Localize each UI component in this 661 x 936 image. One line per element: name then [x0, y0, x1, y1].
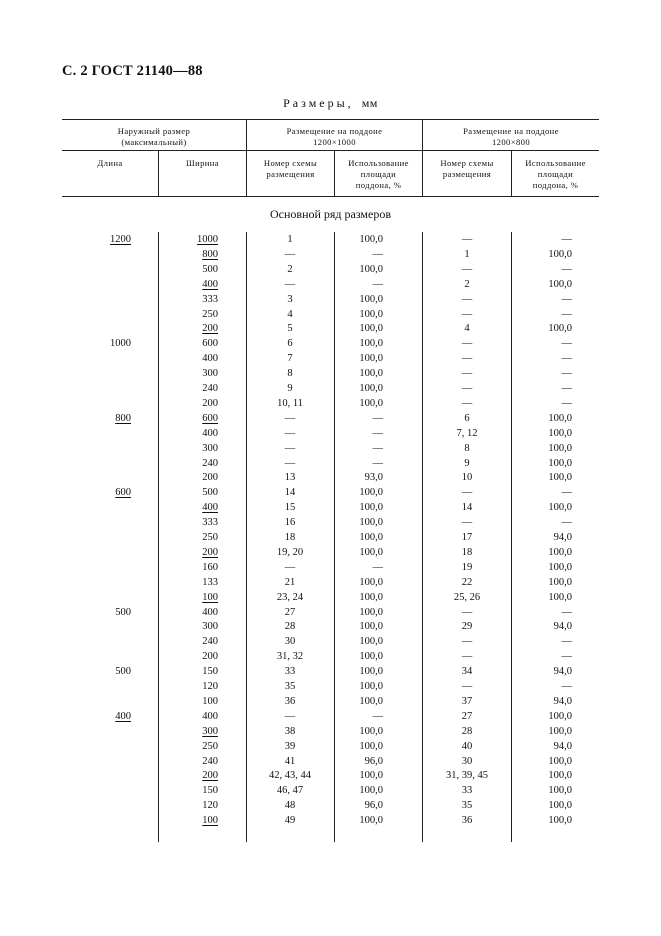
- section-title: Основной ряд размеров: [269, 207, 392, 221]
- cell-usage-2: 94,0: [553, 532, 572, 543]
- cell-scheme-2: —: [461, 338, 473, 350]
- table-row: [0, 336, 661, 351]
- cell-usage-2: 100,0: [548, 472, 572, 484]
- table-row: [0, 619, 661, 634]
- cell-usage-2: 100,0: [548, 561, 572, 573]
- cell-usage-1: 96,0: [364, 755, 383, 767]
- cell-usage-2: 100,0: [548, 442, 572, 454]
- table-row: [0, 664, 661, 679]
- cell-usage-1: 100,0: [359, 293, 383, 305]
- cell-usage-1: 100,0: [359, 502, 383, 514]
- cell-width: 240: [202, 755, 218, 767]
- cell-width: 300: [202, 621, 218, 633]
- cell-length: 800: [115, 412, 131, 424]
- cell-usage-1: 100,0: [359, 636, 383, 648]
- cell-scheme-2: 37: [461, 695, 473, 707]
- cell-scheme-2: 33: [461, 785, 473, 797]
- cell-width: 400: [202, 710, 218, 722]
- cell-usage-1: 100,0: [359, 681, 383, 692]
- cell-scheme-2: 8: [464, 442, 470, 454]
- cell-scheme-1: 46, 47: [276, 785, 304, 797]
- header-length: Длина: [97, 158, 123, 168]
- cell-usage-2: 94,0: [553, 695, 572, 707]
- cell-scheme-1: 6: [287, 338, 293, 350]
- cell-usage-1: 100,0: [359, 532, 383, 543]
- cell-scheme-1: 28: [284, 621, 296, 633]
- table-row: [0, 232, 661, 247]
- cell-width: 300: [202, 725, 218, 737]
- cell-width: 120: [202, 681, 218, 692]
- cell-usage-2: 100,0: [548, 725, 572, 737]
- cell-scheme-1: 1: [287, 234, 293, 245]
- header-width: Ширина: [186, 158, 219, 168]
- cell-usage-1: 100,0: [359, 591, 383, 603]
- table-row: [0, 262, 661, 277]
- header-scheme-no-1: Номер схемы размещения: [263, 158, 318, 179]
- cell-usage-1: 100,0: [359, 234, 383, 245]
- header-usage-2: Использование площади поддона, %: [525, 158, 586, 190]
- cell-length: 1000: [110, 338, 131, 350]
- cell-scheme-1: 31, 32: [276, 651, 304, 663]
- cell-scheme-2: 4: [464, 323, 470, 335]
- cell-width: 240: [202, 457, 218, 469]
- cell-scheme-2: —: [461, 636, 473, 648]
- table-row: [0, 485, 661, 500]
- table-row: [0, 500, 661, 515]
- cell-width: 800: [202, 248, 218, 260]
- table-row: [0, 411, 661, 426]
- cell-scheme-1: —: [284, 710, 296, 722]
- cell-scheme-2: —: [461, 397, 473, 409]
- table-row: [0, 456, 661, 471]
- table-row: [0, 783, 661, 798]
- cell-usage-1: 96,0: [364, 800, 383, 812]
- table-row: [0, 351, 661, 366]
- cell-scheme-2: 10: [461, 472, 473, 484]
- cell-width: 150: [202, 785, 218, 797]
- cell-usage-2: 100,0: [548, 323, 572, 335]
- cell-width: 200: [202, 651, 218, 663]
- cell-usage-2: 100,0: [548, 248, 572, 260]
- cell-scheme-2: —: [461, 383, 473, 394]
- cell-usage-2: 100,0: [548, 546, 572, 558]
- cell-scheme-2: —: [461, 606, 473, 618]
- cell-width: 1000: [197, 234, 218, 245]
- cell-width: 100: [202, 695, 218, 707]
- table-row: [0, 292, 661, 307]
- cell-scheme-1: 15: [284, 502, 296, 514]
- cell-usage-2: 100,0: [548, 815, 572, 827]
- cell-width: 200: [202, 546, 218, 558]
- cell-scheme-1: 14: [284, 487, 296, 499]
- cell-scheme-2: 1: [464, 248, 470, 260]
- cell-usage-1: —: [372, 457, 383, 469]
- cell-scheme-1: 30: [284, 636, 296, 648]
- cell-scheme-2: 6: [464, 412, 470, 424]
- cell-usage-2: —: [561, 368, 572, 380]
- cell-usage-1: 100,0: [359, 606, 383, 618]
- cell-scheme-1: 5: [287, 323, 293, 335]
- cell-usage-2: 100,0: [548, 278, 572, 290]
- table-row: [0, 634, 661, 649]
- cell-width: 600: [202, 338, 218, 350]
- cell-scheme-1: 48: [284, 800, 296, 812]
- cell-usage-1: —: [372, 442, 383, 454]
- cell-scheme-1: 38: [284, 725, 296, 737]
- cell-usage-1: 100,0: [359, 383, 383, 394]
- table-row: [0, 605, 661, 620]
- cell-scheme-2: 36: [461, 815, 473, 827]
- cell-width: 400: [202, 502, 218, 514]
- cell-length: 1200: [110, 234, 131, 245]
- cell-scheme-2: 18: [461, 546, 473, 558]
- cell-scheme-1: 35: [284, 681, 296, 692]
- table-row: [0, 724, 661, 739]
- cell-width: 100: [202, 591, 218, 603]
- cell-length: 400: [115, 710, 131, 722]
- cell-usage-1: 100,0: [359, 338, 383, 350]
- cell-width: 300: [202, 368, 218, 380]
- cell-usage-2: —: [561, 293, 572, 305]
- cell-usage-2: —: [561, 308, 572, 320]
- cell-width: 200: [202, 323, 218, 335]
- cell-usage-1: 100,0: [359, 815, 383, 827]
- cell-scheme-1: 19, 20: [276, 546, 304, 558]
- cell-usage-1: —: [372, 710, 383, 722]
- cell-length: 500: [115, 606, 131, 618]
- cell-scheme-1: 42, 43, 44: [269, 770, 311, 782]
- cell-scheme-2: 31, 39, 45: [446, 770, 488, 782]
- table-row: [0, 277, 661, 292]
- cell-scheme-2: —: [461, 293, 473, 305]
- cell-width: 400: [202, 353, 218, 365]
- header-outer-size: Наружный размер (максимальный): [117, 126, 191, 147]
- cell-scheme-2: 29: [461, 621, 473, 633]
- cell-scheme-1: —: [284, 457, 296, 469]
- cell-usage-2: 94,0: [553, 666, 572, 678]
- cell-scheme-2: 25, 26: [453, 591, 481, 603]
- cell-scheme-2: —: [461, 308, 473, 320]
- cell-scheme-2: —: [461, 517, 473, 529]
- cell-scheme-1: 4: [287, 308, 293, 320]
- cell-usage-1: 100,0: [359, 621, 383, 633]
- cell-usage-1: —: [372, 278, 383, 290]
- cell-scheme-1: —: [284, 427, 296, 439]
- cell-scheme-2: —: [461, 681, 473, 692]
- cell-scheme-1: 9: [287, 383, 293, 394]
- header-scheme-no-2: Номер схемы размещения: [440, 158, 494, 179]
- cell-usage-1: 100,0: [359, 785, 383, 797]
- cell-width: 200: [202, 472, 218, 484]
- cell-usage-2: —: [561, 517, 572, 529]
- cell-width: 500: [202, 487, 218, 499]
- cell-width: 600: [202, 412, 218, 424]
- cell-scheme-2: 2: [464, 278, 470, 290]
- cell-width: 120: [202, 800, 218, 812]
- cell-width: 500: [202, 263, 218, 275]
- cell-usage-2: —: [561, 681, 572, 692]
- cell-width: 133: [202, 576, 218, 588]
- cell-scheme-1: 33: [284, 666, 296, 678]
- cell-scheme-2: —: [461, 651, 473, 663]
- header-pallet-1200x800: Размещение на поддоне 1200×800: [463, 126, 559, 147]
- cell-usage-2: —: [561, 636, 572, 648]
- cell-usage-2: —: [561, 383, 572, 394]
- cell-usage-2: —: [561, 651, 572, 663]
- cell-scheme-1: —: [284, 248, 296, 260]
- cell-usage-2: —: [561, 263, 572, 275]
- table-row: [0, 768, 661, 783]
- table-row: [0, 530, 661, 545]
- cell-usage-2: 100,0: [548, 412, 572, 424]
- table-row: [0, 426, 661, 441]
- table-row: [0, 307, 661, 322]
- cell-usage-1: 100,0: [359, 740, 383, 752]
- cell-scheme-1: 18: [284, 532, 296, 543]
- cell-usage-2: 100,0: [548, 502, 572, 514]
- cell-usage-2: 100,0: [548, 427, 572, 439]
- cell-width: 200: [202, 770, 218, 782]
- cell-usage-1: 100,0: [359, 725, 383, 737]
- cell-usage-2: —: [561, 397, 572, 409]
- table-row: [0, 470, 661, 485]
- cell-scheme-1: —: [284, 278, 296, 290]
- table-row: [0, 515, 661, 530]
- cell-usage-1: 100,0: [359, 487, 383, 499]
- table-row: [0, 545, 661, 560]
- cell-usage-1: 100,0: [359, 323, 383, 335]
- table-row: [0, 813, 661, 828]
- cell-scheme-1: 2: [287, 263, 293, 275]
- table-row: [0, 590, 661, 605]
- cell-width: 400: [202, 606, 218, 618]
- cell-usage-1: 100,0: [359, 770, 383, 782]
- cell-width: 250: [202, 740, 218, 752]
- table-row: [0, 649, 661, 664]
- cell-scheme-2: —: [461, 353, 473, 365]
- cell-usage-2: 100,0: [548, 770, 572, 782]
- cell-scheme-1: 41: [284, 755, 296, 767]
- cell-width: 160: [202, 561, 218, 573]
- cell-usage-1: —: [372, 561, 383, 573]
- cell-usage-1: 100,0: [359, 397, 383, 409]
- cell-scheme-1: —: [284, 442, 296, 454]
- cell-scheme-1: 21: [284, 576, 296, 588]
- cell-scheme-1: 27: [284, 606, 296, 618]
- table-row: [0, 441, 661, 456]
- cell-scheme-2: 14: [461, 502, 473, 514]
- cell-usage-1: 100,0: [359, 695, 383, 707]
- caption-unit: мм: [361, 96, 378, 110]
- cell-scheme-2: 7, 12: [456, 427, 478, 439]
- cell-width: 300: [202, 442, 218, 454]
- cell-usage-2: —: [561, 606, 572, 618]
- cell-scheme-1: 23, 24: [276, 591, 304, 603]
- cell-scheme-2: 17: [461, 532, 473, 543]
- cell-width: 250: [202, 532, 218, 543]
- cell-usage-2: —: [561, 234, 572, 245]
- table-row: [0, 739, 661, 754]
- cell-usage-1: 100,0: [359, 353, 383, 365]
- cell-scheme-2: 28: [461, 725, 473, 737]
- cell-usage-2: 100,0: [548, 800, 572, 812]
- cell-scheme-2: —: [461, 234, 473, 245]
- cell-usage-2: 100,0: [548, 457, 572, 469]
- cell-usage-1: 93,0: [364, 472, 383, 484]
- cell-width: 400: [202, 278, 218, 290]
- cell-scheme-2: 30: [461, 755, 473, 767]
- cell-width: 150: [202, 666, 218, 678]
- cell-width: 333: [202, 517, 218, 529]
- cell-scheme-1: 8: [287, 368, 293, 380]
- table-row: [0, 321, 661, 336]
- cell-scheme-2: 19: [461, 561, 473, 573]
- cell-usage-1: —: [372, 427, 383, 439]
- cell-scheme-1: 3: [287, 293, 293, 305]
- cell-scheme-1: 39: [284, 740, 296, 752]
- cell-width: 100: [202, 815, 218, 827]
- table-row: [0, 679, 661, 694]
- cell-usage-2: 100,0: [548, 710, 572, 722]
- cell-usage-1: —: [372, 412, 383, 424]
- cell-width: 200: [202, 397, 218, 409]
- table-row: [0, 575, 661, 590]
- cell-scheme-1: 36: [284, 695, 296, 707]
- cell-usage-2: —: [561, 338, 572, 350]
- cell-usage-2: 100,0: [548, 785, 572, 797]
- cell-usage-2: 94,0: [553, 621, 572, 633]
- cell-scheme-2: 22: [461, 576, 473, 588]
- cell-usage-1: 100,0: [359, 308, 383, 320]
- cell-scheme-1: 13: [284, 472, 296, 484]
- caption-text: Размеры,: [283, 96, 354, 110]
- cell-width: 333: [202, 293, 218, 305]
- cell-scheme-1: 49: [284, 815, 296, 827]
- table-row: [0, 754, 661, 769]
- cell-usage-2: 94,0: [553, 740, 572, 752]
- cell-scheme-1: 7: [287, 353, 293, 365]
- table-row: [0, 396, 661, 411]
- cell-usage-1: 100,0: [359, 666, 383, 678]
- table-row: [0, 709, 661, 724]
- cell-width: 250: [202, 308, 218, 320]
- cell-scheme-2: 40: [461, 740, 473, 752]
- cell-usage-2: 100,0: [548, 755, 572, 767]
- cell-usage-1: 100,0: [359, 651, 383, 663]
- cell-usage-2: —: [561, 487, 572, 499]
- cell-usage-1: 100,0: [359, 576, 383, 588]
- cell-usage-1: —: [372, 248, 383, 260]
- cell-usage-1: 100,0: [359, 368, 383, 380]
- cell-usage-2: 100,0: [548, 591, 572, 603]
- header-pallet-1200x1000: Размещение на поддоне 1200×1000: [286, 126, 383, 147]
- cell-length: 500: [115, 666, 131, 678]
- cell-length: 600: [115, 487, 131, 499]
- cell-width: 240: [202, 636, 218, 648]
- cell-usage-1: 100,0: [359, 546, 383, 558]
- cell-scheme-1: 10, 11: [277, 397, 303, 409]
- table-row: [0, 694, 661, 709]
- cell-scheme-2: 34: [461, 666, 473, 678]
- table-row: [0, 798, 661, 813]
- cell-scheme-2: —: [461, 487, 473, 499]
- page-header: С. 2 ГОСТ 21140—88: [62, 63, 203, 79]
- cell-width: 240: [202, 383, 218, 394]
- table-row: [0, 560, 661, 575]
- header-usage-1: Использование площади поддона, %: [348, 158, 409, 190]
- cell-scheme-2: 35: [461, 800, 473, 812]
- cell-usage-1: 100,0: [359, 263, 383, 275]
- cell-scheme-1: —: [284, 412, 296, 424]
- cell-scheme-1: 16: [284, 517, 296, 529]
- cell-usage-1: 100,0: [359, 517, 383, 529]
- cell-usage-2: 100,0: [548, 576, 572, 588]
- cell-scheme-2: —: [461, 263, 473, 275]
- cell-scheme-2: 9: [464, 457, 470, 469]
- cell-scheme-2: —: [461, 368, 473, 380]
- table-row: [0, 366, 661, 381]
- cell-scheme-1: —: [284, 561, 296, 573]
- table-row: [0, 247, 661, 262]
- cell-scheme-2: 27: [461, 710, 473, 722]
- cell-width: 400: [202, 427, 218, 439]
- cell-usage-2: —: [561, 353, 572, 365]
- table-row: [0, 381, 661, 396]
